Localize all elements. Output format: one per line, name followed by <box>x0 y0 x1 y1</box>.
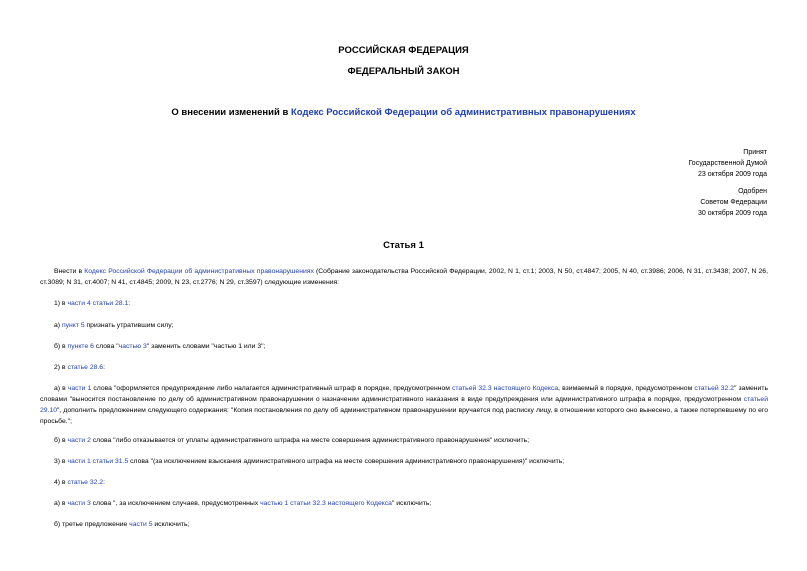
law-type-heading: ФЕДЕРАЛЬНЫЙ ЗАКОН <box>347 66 460 77</box>
item-1-link[interactable]: части 4 статьи 28.1 <box>67 300 129 307</box>
item-2a-link-1[interactable]: части 1 <box>67 385 92 392</box>
item-4-text: 4) в <box>54 479 68 486</box>
item-4a-text-2: слова ", за исключением случаев, предусмотренных <box>90 500 261 507</box>
item-4b-link[interactable]: части 5 <box>129 521 153 528</box>
item-3-text-end: слова "(за исключением взыскания административного штрафа на месте совершения административного правонарушения)" исключить; <box>128 458 565 465</box>
intro-text-2: (Собрание законодательства Российской Федерации, 2002, N 1, ст.1; 2003, N 50, ст.4847; 2005, N 40, ст.3986; 2006, N 31, ст.3438; 2007, N 26, ст.3089; N 31, ст.4007; N 41, ст.4845; 2009, N 23, ст.2776; N 29, ст.3597) следующие изменения: <box>40 268 768 286</box>
approval-body: Советом Федерации <box>700 199 767 207</box>
law-title <box>0 107 807 118</box>
item-4b-text: б) третье предложение <box>54 521 130 528</box>
item-2a-text-4: " заменить словами "выносится постановление по делу об административном правонарушении о назначении административного наказания в виде предупреждения или административного штрафа в порядке, предусмотренном <box>40 385 768 403</box>
item-1a-link[interactable]: пункт 5 <box>61 322 85 329</box>
item-2a-link-2[interactable]: статьей 32.3 настоящего Кодекса <box>452 385 559 392</box>
approval-date: 30 октября 2009 года <box>698 210 767 218</box>
item-2b <box>40 435 768 446</box>
item-2a-text-3: , взимаемый в порядке, предусмотренном <box>558 385 695 392</box>
item-1-text: 1) в <box>54 300 68 307</box>
item-3-link[interactable]: части 1 статьи 31.5 <box>67 458 129 465</box>
code-link-intro[interactable]: Кодекс Российской Федерации об административных правонарушениях <box>84 268 314 275</box>
law-title-prefix: О внесении изменений в <box>171 107 291 118</box>
adoption-status: Принят <box>743 149 767 156</box>
item-4-text-end: : <box>103 479 105 486</box>
item-4 <box>40 477 768 488</box>
country-heading: РОССИЙСКАЯ ФЕДЕРАЦИЯ <box>338 45 469 56</box>
item-2a-text-5: ", дополнить предложением следующего содержания: "Копия постановления по делу об административном правонарушении вручается под расписку лицу, в отношении которого оно вынесено, а также потерпевшему по его просьбе."; <box>40 407 768 425</box>
item-2a-text-2: слова "оформляется предупреждение либо налагается административный штраф в порядке, предусмотренном <box>91 385 452 392</box>
item-2b-text: б) в <box>54 437 68 444</box>
item-2b-text-end: слова "либо отказывается от уплаты административного штрафа на месте совершения административного правонарушения" исключить; <box>90 437 530 444</box>
item-1b-text: б) в <box>54 343 68 350</box>
item-4-link[interactable]: статье 32.2 <box>67 479 104 486</box>
article-title: Статья 1 <box>383 240 424 251</box>
item-4b-text-end: исключить; <box>152 521 190 528</box>
item-4b <box>40 519 768 530</box>
item-4a <box>40 498 768 509</box>
item-4a-text-1: а) в <box>54 500 68 507</box>
item-1b-link-2[interactable]: частью 3 <box>118 343 147 350</box>
item-3 <box>40 456 768 467</box>
item-2-text-end: : <box>103 364 105 371</box>
intro-text-1: Внести в <box>54 268 85 275</box>
adoption-date: 23 октября 2009 года <box>698 171 767 179</box>
approval-block <box>698 186 767 220</box>
adoption-body: Государственной Думой <box>688 160 767 168</box>
item-1a <box>40 320 768 331</box>
item-1 <box>40 298 768 309</box>
item-2a-text-1: а) в <box>54 385 68 392</box>
item-1b <box>40 341 768 352</box>
item-1b-link-1[interactable]: пункте 6 <box>67 343 94 350</box>
item-1b-text-3: " заменить словами "частью 1 или 3"; <box>146 343 266 350</box>
item-4a-text-3: " исключить; <box>391 500 432 507</box>
item-4a-link-2[interactable]: частью 1 статьи 32.3 настоящего Кодекса <box>260 500 392 507</box>
item-2a-link-3[interactable]: статьей 32.2 <box>694 385 734 392</box>
item-1-text-end: : <box>128 300 131 307</box>
item-3-text: 3) в <box>54 458 68 465</box>
item-2-text: 2) в <box>54 364 68 371</box>
intro-paragraph <box>40 266 768 288</box>
adoption-block <box>688 147 767 181</box>
code-link-title[interactable]: Кодекс Российской Федерации об административных правонарушениях <box>290 107 636 118</box>
item-2 <box>40 362 768 373</box>
approval-status: Одобрен <box>738 188 767 195</box>
item-2b-link[interactable]: части 2 <box>67 437 91 444</box>
item-1b-text-2: слова " <box>93 343 119 350</box>
item-2-link[interactable]: статье 28.6 <box>67 364 104 371</box>
item-2a-link-4[interactable]: статьей 29.10 <box>40 396 768 414</box>
item-1a-text: а) <box>54 322 62 329</box>
item-2a <box>40 383 768 427</box>
item-1a-text-end: признать утратившим силу; <box>84 322 174 329</box>
item-4a-link-1[interactable]: части 3 <box>67 500 91 507</box>
